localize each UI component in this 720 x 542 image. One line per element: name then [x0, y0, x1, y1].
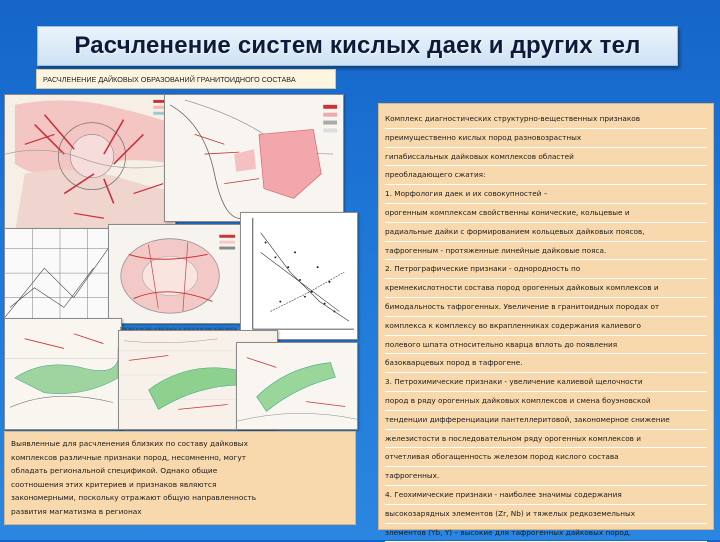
features-line: бимодальность тафрогенных. Увеличение в гранитоидных породах от — [385, 298, 707, 317]
features-line: железистости в последовательном ряду орогенных комплексов и — [385, 430, 707, 449]
geologic-map-regional-drawing — [165, 95, 343, 221]
features-line: гипабиссальных дайковых комплексов областей — [385, 148, 707, 167]
features-line: 4. Геохимические признаки - наиболее значимы содержания — [385, 486, 707, 505]
features-line: высокозарядных элементов (Zr, Nb) и тяжелых редкоземельных — [385, 505, 707, 524]
features-line: базокварцевых пород в тафрогене. — [385, 354, 707, 373]
conclusion-line: соотношения этих критериев и признаков являются — [11, 479, 217, 489]
slide-title: Расчленение систем кислых даек и других тел — [74, 32, 641, 59]
features-line: тафрогенным - протяженные линейные дайковые пояса. — [385, 242, 707, 261]
features-line: орогенным комплексам свойственны конические, кольцевые и — [385, 204, 707, 223]
features-line: тафрогенных. — [385, 467, 707, 486]
conclusion-line: комплексов различные признаки пород, несомненно, могут — [11, 452, 247, 462]
conclusion-line: Выявленные для расчленения близких по составу дайковых — [11, 439, 248, 448]
petrochemical-diagram — [240, 212, 358, 340]
petrochemical-diagram-drawing — [241, 213, 357, 339]
conclusion-line: закономерными, поскольку отражают общую направленность — [11, 493, 257, 503]
conclusion-panel — [4, 431, 356, 525]
features-line: 3. Петрохимические признаки - увеличение калиевой щелочности — [385, 373, 707, 392]
features-line: радиальные дайки с формированием кольцевых дайковых поясов, — [385, 223, 707, 242]
geologic-map-dike-belt — [4, 318, 122, 430]
conclusion-line: обладать региональной спецификой. Однако общие — [11, 466, 218, 476]
diagnostic-features-panel — [378, 103, 714, 537]
features-line: Комплекс диагностических структурно-вещественных признаков — [385, 110, 707, 129]
geologic-map-regional — [164, 94, 344, 222]
features-line: комплекса к комплексу во вкрапленниках содержания калиевого — [385, 317, 707, 336]
geologic-map-strip — [4, 228, 116, 328]
title-box — [37, 26, 678, 66]
map-caption: Магматические комплексы и геологические комплексы — [120, 326, 238, 331]
features-line: тенденции дифференциации пантеллеритовой, закономерное снижение — [385, 411, 707, 430]
geologic-map-main-drawing — [5, 95, 175, 235]
features-line: полевого шпата относительно кварца вплоть до появления — [385, 336, 707, 355]
geologic-map-main — [4, 94, 176, 236]
features-line: преимущественно кислых пород разновозрастных — [385, 129, 707, 148]
features-line: отчетливая обогащенность железом пород кислого состава — [385, 448, 707, 467]
geologic-map-dike-belt-drawing — [5, 319, 121, 429]
geologic-map-green-zone — [236, 342, 358, 430]
features-line: кремнекислотности состава пород орогенных дайковых комплексов и — [385, 279, 707, 298]
conclusion-line: развития магматизма в регионах — [11, 506, 142, 516]
geologic-map-ring-complex — [108, 224, 242, 324]
features-line: 2. Петрографические признаки - однородность по — [385, 260, 707, 279]
features-line: пород в ряду орогенных дайковых комплексов и смена боуэновской — [385, 392, 707, 411]
features-line: 1. Морфология даек и их совокупностей – — [385, 185, 707, 204]
geologic-map-green-zone-drawing — [237, 343, 357, 429]
features-line: преобладающего сжатия: — [385, 166, 707, 185]
geologic-map-ring-complex-drawing — [109, 225, 241, 323]
slide-subtitle: РАСЧЛЕНЕНИЕ ДАЙКОВЫХ ОБРАЗОВАНИЙ ГРАНИТОИДНОГО СОСТАВА — [36, 69, 336, 89]
features-line: элементов (Yb, Y) – высокие для тафрогенных дайковых пород. — [385, 524, 707, 542]
geologic-map-strip-drawing — [5, 229, 115, 327]
